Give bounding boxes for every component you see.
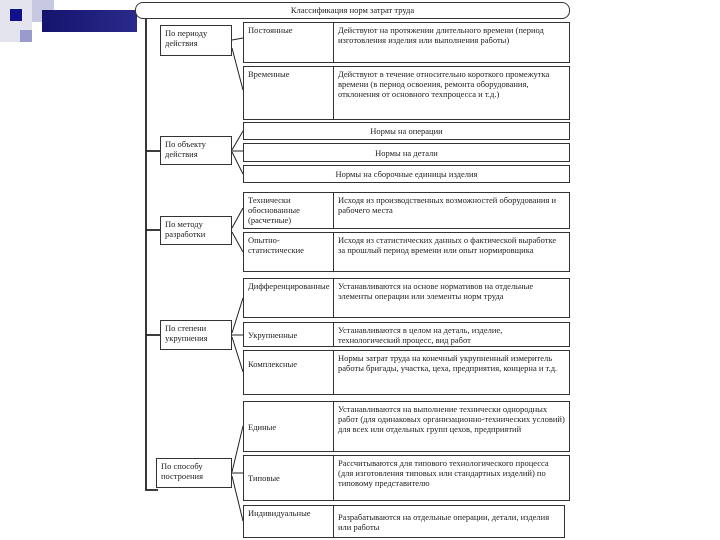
norm-row <box>243 322 570 347</box>
norm-description: Исходя из производственных возможностей оборудования и рабочего места <box>338 195 557 215</box>
norm-type: Постоянные <box>244 23 334 62</box>
norm-row <box>243 192 570 229</box>
title: Классификация норм затрат труда <box>290 5 415 15</box>
norm-type: Единые <box>244 402 334 451</box>
group-label-degree <box>160 320 232 350</box>
norm-row <box>243 143 570 162</box>
norm-row <box>243 278 570 318</box>
group-label-period <box>160 25 232 56</box>
norm-row <box>243 122 570 140</box>
group-label-text: По методу разработки <box>165 219 206 239</box>
group-label-construction <box>156 458 232 488</box>
group-label-text: По степени укрупнения <box>165 323 208 343</box>
norm-row <box>243 455 570 501</box>
norm-type: Временные <box>244 67 334 119</box>
norm-type: Опытно-статистические <box>244 233 334 271</box>
norm-type: Дифференцированные <box>244 279 334 317</box>
norm-type: Нормы на сборочные единицы изделия <box>335 169 478 179</box>
group-label-object <box>160 136 232 165</box>
group-label-text: По периоду действия <box>165 28 208 48</box>
norm-description: Устанавливаются на основе нормативов на отдельные элементы операции или элементы норм труда <box>338 281 534 301</box>
norm-type: Индивидуальные <box>244 506 334 537</box>
norm-row <box>243 22 570 63</box>
norm-description: Рассчитываются для типового технологического процесса (для изготовления типовых или стандартных изделий) по типовому представителю <box>338 458 549 488</box>
norm-row <box>243 505 565 538</box>
norm-type: Комплексные <box>244 351 334 394</box>
norm-description: Действуют в течение относительно короткого промежутка времени (в период освоения, ремонта оборудования, отклонения от основного техпроцесса и т.д.) <box>338 69 550 99</box>
norm-row <box>243 232 570 272</box>
norm-type: Типовые <box>244 456 334 500</box>
group-label-text: По способу построения <box>161 461 203 481</box>
norm-type: Укрупненные <box>244 323 334 346</box>
group-label-text: По объекту действия <box>165 139 206 159</box>
norm-row <box>243 401 570 452</box>
norm-row <box>243 66 570 120</box>
norm-row <box>243 165 570 183</box>
group-label-method <box>160 216 232 245</box>
norm-description: Действуют на протяжении длительного времени (период изготовления изделия или выполнения работы) <box>338 25 544 45</box>
title-box <box>135 2 570 19</box>
norm-description: Устанавливаются в целом на деталь, изделие, технологический процесс, вид работ <box>338 325 503 345</box>
norm-description: Устанавливаются на выполнение технически однородных работ (для одинаковых организационно-технических условий) для всех или отдельных групп цехов, предприятий <box>338 404 565 434</box>
norm-row <box>243 350 570 395</box>
norm-type: Технически обоснованные (расчетные) <box>244 193 334 228</box>
norm-type: Нормы на операции <box>370 126 443 136</box>
norm-description: Разрабатываются на отдельные операции, детали, изделия или работы <box>338 512 550 532</box>
norm-description: Нормы затрат труда на конечный укрупненный измеритель работы бригады, участка, цеха, предприятия, концерна и т.д. <box>338 353 558 373</box>
norm-type: Нормы на детали <box>375 147 438 158</box>
norm-description: Исходя из статистических данных о фактической выработке за прошлый период времени или опыт нормировщика <box>338 235 557 255</box>
